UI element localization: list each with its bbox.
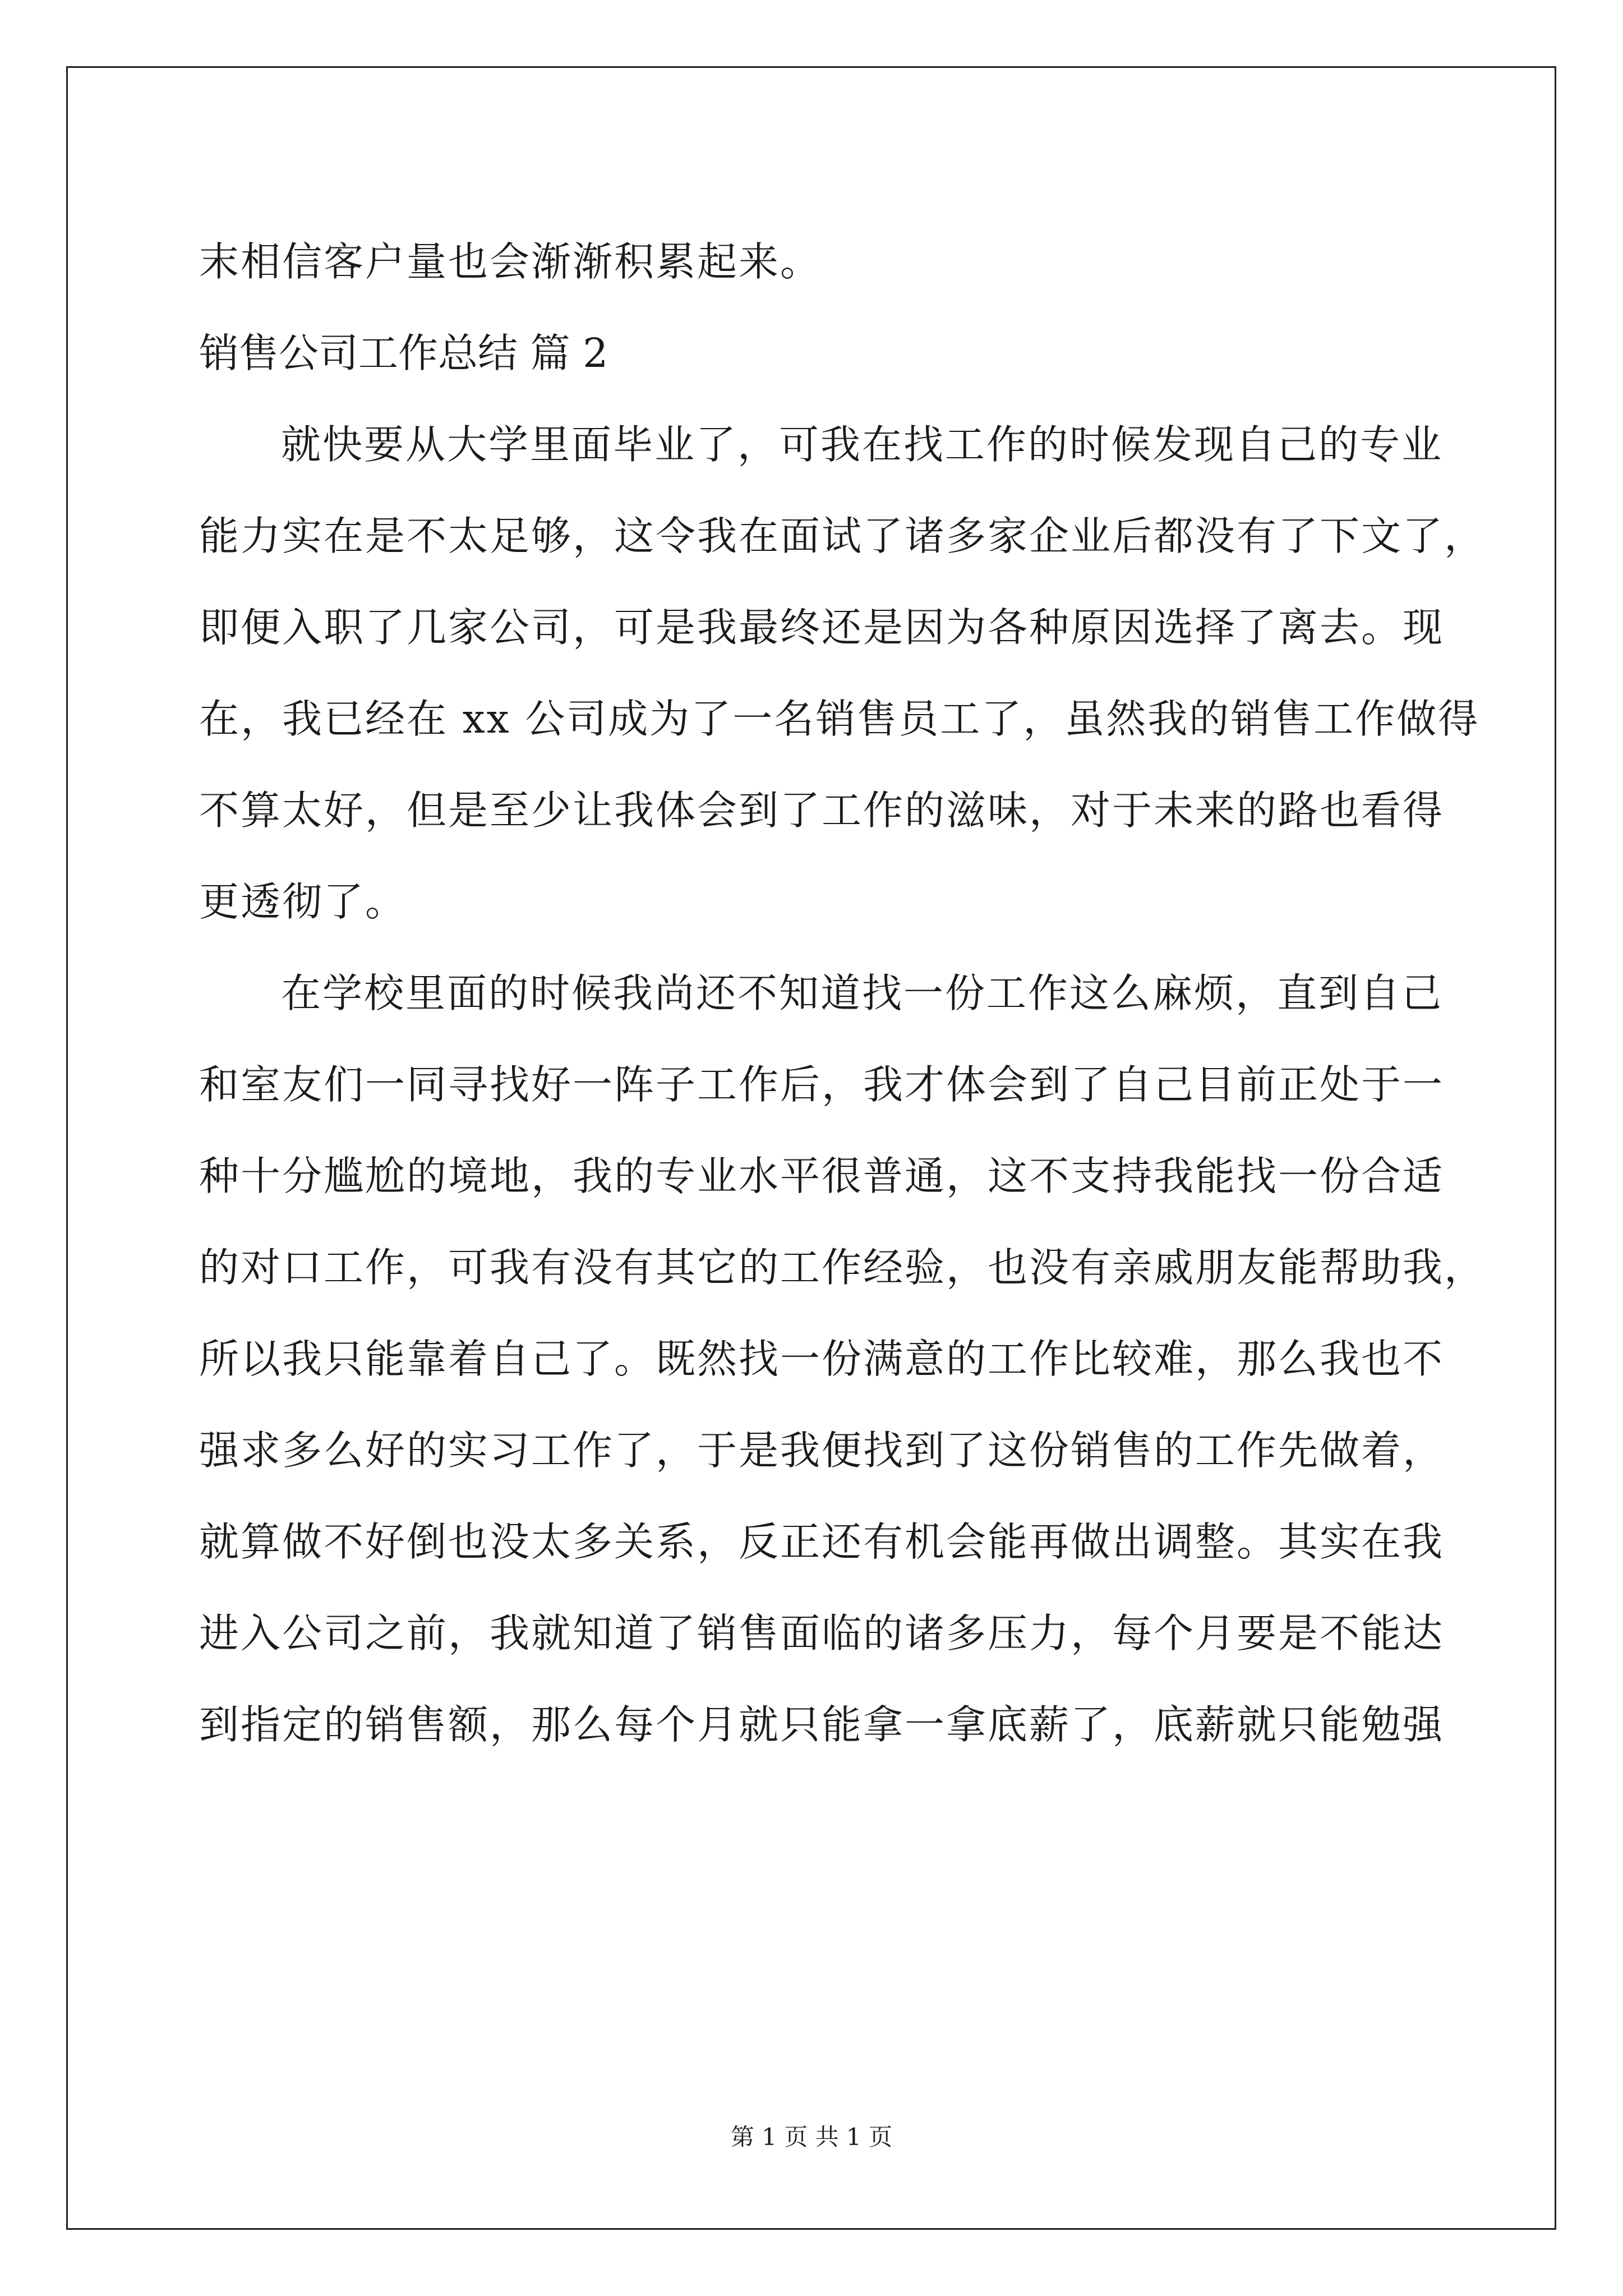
text-line: 末相信客户量也会渐渐积累起来。: [199, 238, 822, 285]
text-line: 不算太好，但是至少让我体会到了工作的滋味，对于未来的路也看得: [199, 787, 1445, 834]
document-body: [199, 216, 1486, 1770]
text-line: 到指定的销售额，那么每个月就只能拿一拿底薪了，底薪就只能勉强: [199, 1701, 1445, 1748]
text-line: 进入公司之前，我就知道了销售面临的诸多压力，每个月要是不能达: [199, 1610, 1445, 1657]
text-line: 和室友们一同寻找好一阵子工作后，我才体会到了自己目前正处于一: [199, 1061, 1445, 1108]
text-line: 的对口工作，可我有没有其它的工作经验，也没有亲戚朋友能帮助我，: [199, 1244, 1486, 1291]
text-line: 更透彻了。: [199, 878, 407, 925]
text-line: 能力实在是不太足够，这令我在面试了诸多家企业后都没有了下文了，: [199, 513, 1486, 559]
text-line: 所以我只能靠着自己了。既然找一份满意的工作比较难，那么我也不: [199, 1336, 1445, 1382]
section-heading: 销售公司工作总结 篇 2: [199, 330, 608, 376]
text-line: 就算做不好倒也没太多关系，反正还有机会能再做出调整。其实在我: [199, 1519, 1445, 1565]
text-line: 种十分尴尬的境地，我的专业水平很普通，这不支持我能找一份合适: [199, 1153, 1445, 1199]
text-line: 就快要从大学里面毕业了，可我在找工作的时候发现自己的专业: [281, 421, 1444, 468]
text-line: 在，我已经在 xx 公司成为了一名销售员工了，虽然我的销售工作做得: [199, 696, 1480, 742]
page-number-footer: 第 1 页 共 1 页: [730, 2123, 893, 2151]
text-line: 即便入职了几家公司，可是我最终还是因为各种原因选择了离去。现: [199, 604, 1445, 651]
text-line: 强求多么好的实习工作了，于是我便找到了这份销售的工作先做着，: [199, 1427, 1445, 1474]
text-line: 在学校里面的时候我尚还不知道找一份工作这么麻烦，直到自己: [281, 970, 1444, 1016]
